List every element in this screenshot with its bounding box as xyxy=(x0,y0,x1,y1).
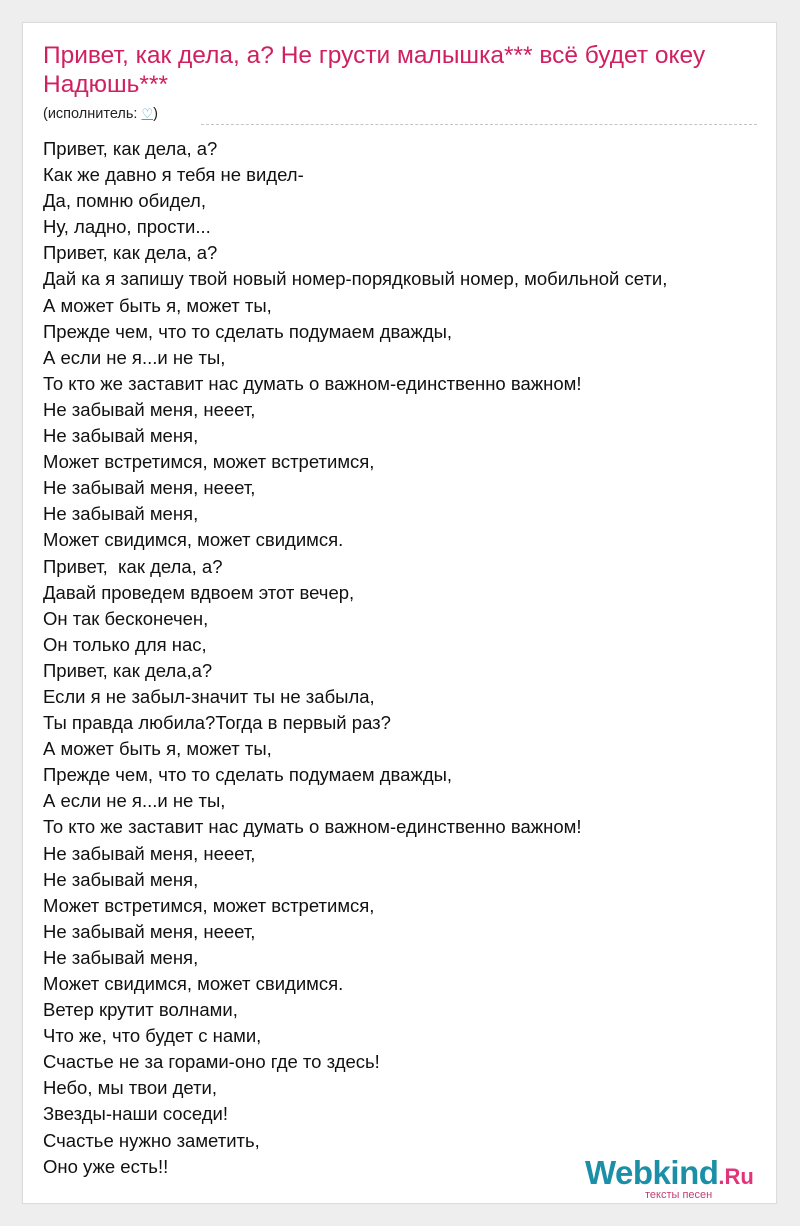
lyric-line: Он так бесконечен, xyxy=(43,607,209,629)
lyric-line: Если я не забыл-значит ты не забыла, xyxy=(43,685,375,707)
lyric-line: Оно уже есть!! xyxy=(43,1155,169,1177)
lyric-line: А если не я...и не ты, xyxy=(43,790,226,812)
lyric-line: Небо, мы твои дети, xyxy=(43,1077,218,1099)
lyric-line: Он только для нас, xyxy=(43,633,207,655)
lyric-line: Может встретимся, может встретимся, xyxy=(43,894,375,916)
lyric-line: Не забывай меня, нееет, xyxy=(43,398,256,420)
lyric-line: Привет, как дела,а? xyxy=(43,659,213,681)
lyric-line: То кто же заставит нас думать о важном-единственно важном! xyxy=(43,816,582,838)
lyric-line: Счастье нужно заметить, xyxy=(43,1129,260,1151)
lyric-line: Что же, что будет с нами, xyxy=(43,1025,262,1047)
lyric-line: Не забывай меня, нееет, xyxy=(43,920,256,942)
lyric-line: А может быть я, может ты, xyxy=(43,294,272,316)
lyric-line: А может быть я, может ты, xyxy=(43,738,272,760)
lyrics-page xyxy=(22,22,777,1204)
artist-heart-link[interactable]: ♡ xyxy=(141,106,154,121)
lyric-line: Может свидимся, может свидимся. xyxy=(43,973,344,994)
lyric-line: Привет, как дела, а? xyxy=(43,138,218,159)
lyric-line: Да, помню обидел, xyxy=(43,190,206,212)
webkind-logo[interactable] xyxy=(585,1155,775,1201)
lyrics-text xyxy=(43,136,667,1180)
lyric-line: Ветер крутит волнами, xyxy=(43,999,238,1021)
lyric-line: Привет, как дела, а? xyxy=(43,242,218,264)
lyric-line: А если не я...и не ты, xyxy=(43,346,226,368)
lyric-line: Звезды-наши соседи! xyxy=(43,1103,228,1125)
lyric-line: Не забывай меня, нееет, xyxy=(43,477,256,499)
song-title: Привет, как дела, а? Не грусти малышка*** всё будет океу Надюшь*** xyxy=(43,42,706,98)
lyric-line: Не забывай меня, xyxy=(43,425,199,447)
lyric-line: Ты правда любила?Тогда в первый раз? xyxy=(43,712,391,734)
logo-main-text: Webkind xyxy=(585,1154,719,1191)
artist-suffix: ) xyxy=(153,106,158,122)
lyric-line: Может свидимся, может свидимся. xyxy=(43,529,344,551)
artist-prefix: (исполнитель: xyxy=(43,106,142,122)
lyric-line: Счастье не за горами-оно где то здесь! xyxy=(43,1051,380,1073)
lyric-line: Не забывай меня, xyxy=(43,503,199,525)
lyric-line: Как же давно я тебя не видел- xyxy=(43,164,304,186)
lyric-line: То кто же заставит нас думать о важном-единственно важном! xyxy=(43,372,582,394)
lyric-line: Привет, как дела, а? xyxy=(43,555,223,577)
lyric-line: Может встретимся, может встретимся, xyxy=(43,451,375,473)
lyric-line: Дай ка я запишу твой новый номер-порядковый номер, мобильной сети, xyxy=(43,268,668,290)
logo-tagline: тексты песен xyxy=(645,1189,713,1201)
logo-suffix: .Ru xyxy=(718,1164,754,1189)
lyric-line: Не забывай меня, xyxy=(43,946,199,968)
lyric-line: Ну, ладно, прости... xyxy=(43,216,211,238)
lyric-line: Давай проведем вдвоем этот вечер, xyxy=(43,581,355,603)
lyric-line: Прежде чем, что то сделать подумаем дважды, xyxy=(43,764,453,786)
title-divider xyxy=(201,124,757,125)
lyric-line: Не забывай меня, xyxy=(43,868,199,890)
lyric-line: Прежде чем, что то сделать подумаем дважды, xyxy=(43,320,453,342)
lyric-line: Не забывай меня, нееет, xyxy=(43,842,256,864)
artist-line xyxy=(43,105,158,123)
